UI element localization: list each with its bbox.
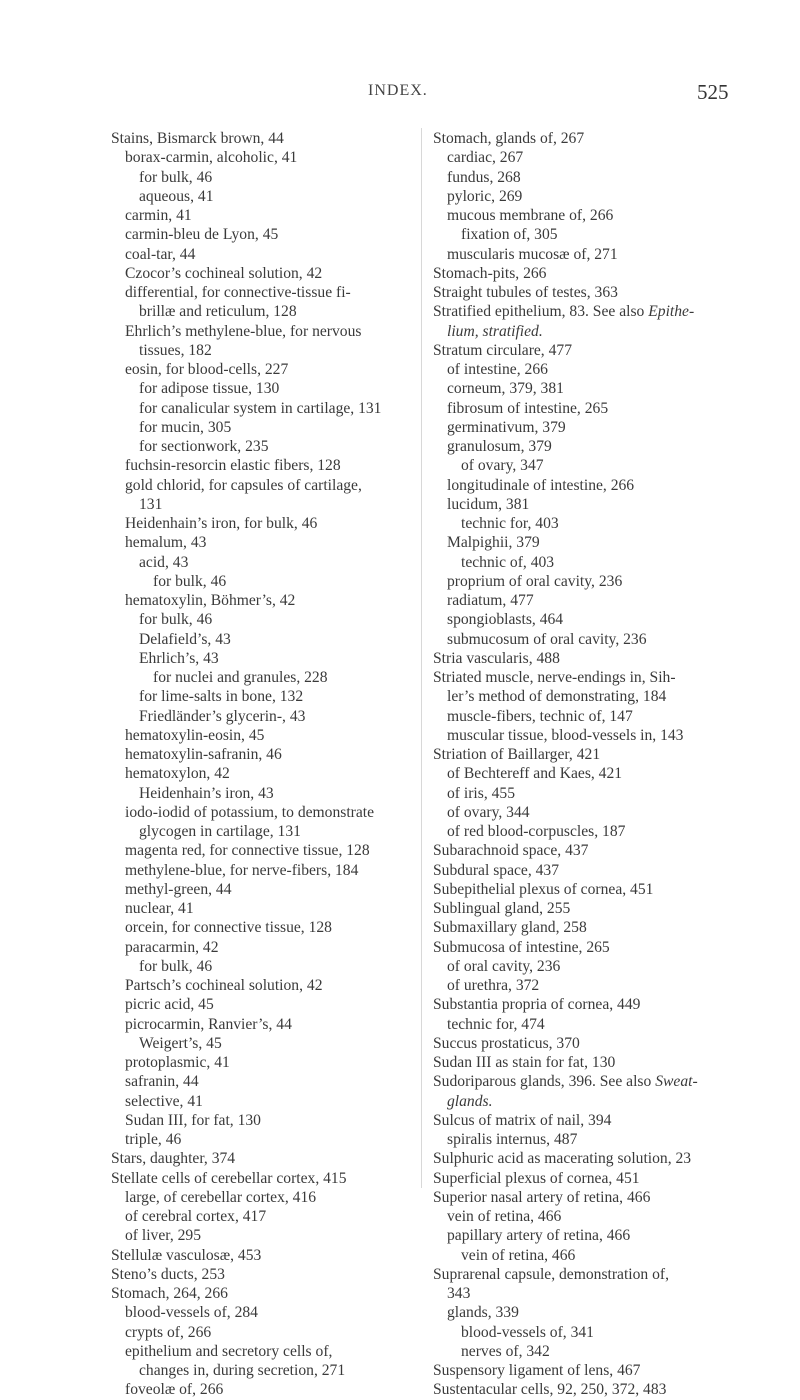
index-entry-text: technic of, 403	[461, 553, 555, 571]
index-entry-text: Subarachnoid space, 437	[433, 842, 589, 860]
index-entry-text: for bulk, 46	[139, 957, 213, 975]
index-entry	[433, 168, 763, 187]
index-entry	[433, 476, 763, 495]
index-entry	[111, 1188, 416, 1207]
index-entry-text: of red blood-corpuscles, 187	[447, 823, 626, 840]
index-entry-text: Stratified epithelium, 83. See also	[433, 303, 649, 321]
index-entry	[111, 1149, 416, 1168]
index-entry	[111, 476, 416, 495]
index-entry-text: cardiac, 267	[447, 149, 524, 167]
index-entry-text: fundus, 268	[447, 168, 521, 186]
index-entry-text: for nuclei and granules, 228	[153, 669, 328, 686]
index-entry-text: Sulphuric acid as macerating solution, 23	[433, 1150, 692, 1168]
index-entry-text: Stomach, 264, 266	[111, 1285, 228, 1302]
index-entry	[111, 245, 416, 264]
index-entry	[111, 456, 416, 475]
index-entry	[433, 1323, 763, 1342]
index-entry	[433, 1342, 763, 1361]
index-entry	[433, 918, 763, 937]
index-entry	[111, 899, 416, 918]
index-entry	[111, 784, 416, 803]
index-column-left	[111, 129, 416, 1400]
index-entry	[433, 784, 763, 803]
index-entry	[433, 1361, 763, 1380]
index-entry	[433, 1015, 763, 1034]
index-entry-text: Czocor’s cochineal solution, 42	[125, 264, 323, 282]
index-entry-text: Stars, daughter, 374	[111, 1150, 236, 1168]
index-entry	[111, 668, 416, 687]
index-entry	[433, 341, 763, 360]
index-entry	[433, 668, 763, 687]
index-entry-text: orcein, for connective tissue, 128	[125, 919, 332, 937]
index-entry	[433, 630, 763, 649]
index-entry	[111, 341, 416, 360]
index-entry	[111, 399, 416, 418]
index-entry	[433, 1034, 763, 1053]
index-entry-text: Ehrlich’s, 43	[139, 649, 219, 667]
index-entry	[111, 1380, 416, 1399]
index-entry-text: triple, 46	[125, 1131, 182, 1148]
index-entry	[111, 553, 416, 572]
index-entry	[111, 957, 416, 976]
index-entry	[433, 148, 763, 167]
index-entry	[111, 707, 416, 726]
index-cross-reference: Epithe-	[648, 303, 695, 321]
index-entry-text: Stria vascularis, 488	[433, 649, 560, 667]
index-entry-text: safranin, 44	[125, 1073, 199, 1091]
index-entry-text: Sudoriparous glands, 396. See also	[433, 1073, 656, 1091]
page-header	[0, 82, 800, 106]
index-entry-text: of Bechtereff and Kaes, 421	[447, 765, 623, 783]
index-entry	[433, 1265, 763, 1284]
index-entry-text: Partsch’s cochineal solution, 42	[125, 977, 323, 994]
index-entry	[111, 803, 416, 822]
index-entry-text: fuchsin-resorcin elastic fibers, 128	[125, 457, 341, 475]
index-cross-reference: Sweat-	[655, 1073, 698, 1091]
index-entry-text: methyl-green, 44	[125, 880, 232, 898]
index-entry-text: of oral cavity, 236	[447, 957, 561, 975]
index-entry-text: Sustentacular cells, 92, 250, 372, 483	[433, 1381, 667, 1399]
index-entry-text: iodo-iodid of potassium, to demonstrate	[125, 803, 375, 821]
index-entry-text: Striated muscle, nerve-endings in, Sih-	[433, 669, 676, 686]
index-entry	[111, 649, 416, 668]
index-entry	[111, 168, 416, 187]
index-entry-text: pyloric, 269	[447, 187, 523, 205]
index-entry-text: of urethra, 372	[447, 977, 540, 994]
index-entry	[111, 610, 416, 629]
index-entry-text: Subdural space, 437	[433, 861, 560, 879]
index-entry-text: 343	[447, 1285, 471, 1302]
index-entry-text: paracarmin, 42	[125, 938, 219, 956]
index-entry-text: Steno’s ducts, 253	[111, 1265, 225, 1283]
index-entry	[433, 880, 763, 899]
index-entry	[111, 687, 416, 706]
index-entry	[111, 302, 416, 321]
index-entry	[433, 899, 763, 918]
index-entry	[433, 1130, 763, 1149]
index-entry	[433, 302, 763, 321]
index-entry	[433, 1207, 763, 1226]
index-entry-text: Submucosa of intestine, 265	[433, 938, 610, 956]
index-entry-text: Striation of Baillarger, 421	[433, 746, 601, 763]
index-entry	[433, 264, 763, 283]
index-entry-text: hematoxylin, Böhmer’s, 42	[125, 592, 296, 609]
index-entry	[111, 206, 416, 225]
index-entry-text: for sectionwork, 235	[139, 438, 269, 455]
index-cross-reference: lium, stratified.	[447, 322, 543, 340]
index-entry	[433, 187, 763, 206]
index-entry	[111, 1226, 416, 1245]
index-entry	[111, 379, 416, 398]
index-entry	[433, 553, 763, 572]
index-entry	[111, 1015, 416, 1034]
index-entry-text: submucosum of oral cavity, 236	[447, 630, 647, 648]
index-entry-text: magenta red, for connective tissue, 128	[125, 842, 370, 860]
index-entry	[433, 533, 763, 552]
index-entry-text: Suspensory ligament of lens, 467	[433, 1362, 641, 1379]
index-entry	[433, 687, 763, 706]
index-entry	[433, 1380, 763, 1399]
index-entry-text: brillæ and reticulum, 128	[139, 303, 297, 321]
index-entry-text: for lime-salts in bone, 132	[139, 688, 304, 706]
index-entry-text: glands, 339	[447, 1304, 519, 1322]
index-entry	[433, 437, 763, 456]
index-entry-text: Subepithelial plexus of cornea, 451	[433, 880, 654, 898]
index-entry-text: Stellulæ vasculosæ, 453	[111, 1246, 262, 1264]
index-entry	[433, 456, 763, 475]
index-entry	[111, 1323, 416, 1342]
index-entry-text: Succus prostaticus, 370	[433, 1034, 580, 1052]
index-entry-text: of cerebral cortex, 417	[125, 1208, 267, 1225]
index-entry	[111, 1342, 416, 1361]
index-entry-text: coal-tar, 44	[125, 245, 196, 263]
index-entry-text: Stomach-pits, 266	[433, 264, 547, 282]
index-entry	[111, 1092, 416, 1111]
index-entry	[111, 1284, 416, 1303]
index-entry	[433, 1149, 763, 1168]
index-entry-text: 131	[139, 495, 163, 513]
index-entry-text: acid, 43	[139, 553, 189, 571]
index-entry-text: hematoxylon, 42	[125, 765, 230, 783]
index-entry	[111, 938, 416, 957]
index-entry-text: muscle-fibers, technic of, 147	[447, 707, 633, 725]
index-entry	[433, 841, 763, 860]
index-entry	[111, 822, 416, 841]
index-cross-reference: glands.	[447, 1092, 493, 1110]
index-entry	[433, 764, 763, 783]
index-entry	[111, 533, 416, 552]
index-entry	[433, 1226, 763, 1245]
index-entry	[433, 1303, 763, 1322]
index-entry-text: of liver, 295	[125, 1227, 202, 1245]
index-entry-text: muscular tissue, blood-vessels in, 143	[447, 726, 684, 744]
page-number: 525	[697, 80, 729, 104]
index-entry	[433, 976, 763, 995]
index-entry-text: for mucin, 305	[139, 418, 232, 436]
index-entry-text: for bulk, 46	[153, 572, 227, 590]
index-entry-text: longitudinale of intestine, 266	[447, 476, 635, 494]
index-entry	[111, 1361, 416, 1380]
index-entry-text: blood-vessels of, 284	[125, 1304, 258, 1322]
index-entry-text: Substantia propria of cornea, 449	[433, 996, 641, 1014]
index-entry-text: Stellate cells of cerebellar cortex, 415	[111, 1169, 347, 1187]
index-entry	[111, 360, 416, 379]
index-entry-text: changes in, during secretion, 271	[139, 1362, 346, 1379]
index-entry-text: nerves of, 342	[461, 1342, 550, 1360]
index-entry-text: glycogen in cartilage, 131	[139, 823, 301, 840]
index-entry	[111, 591, 416, 610]
index-entry-text: borax-carmin, alcoholic, 41	[125, 149, 298, 167]
index-entry	[433, 322, 763, 341]
index-entry-text: Stains, Bismarck brown, 44	[111, 130, 284, 147]
index-entry-text: of ovary, 344	[447, 803, 530, 821]
index-entry	[433, 1169, 763, 1188]
index-entry	[111, 1034, 416, 1053]
index-entry	[433, 245, 763, 264]
index-entry-text: Heidenhain’s iron, 43	[139, 784, 274, 802]
index-entry-text: Straight tubules of testes, 363	[433, 284, 618, 301]
index-entry-text: for canalicular system in cartilage, 131	[139, 399, 382, 417]
index-entry	[433, 225, 763, 244]
index-entry	[111, 264, 416, 283]
index-entry	[433, 861, 763, 880]
index-entry	[111, 1303, 416, 1322]
index-entry-text: hematoxylin-safranin, 46	[125, 746, 282, 763]
index-entry-text: nuclear, 41	[125, 900, 194, 917]
running-title: INDEX.	[368, 82, 428, 99]
index-entry-text: Heidenhain’s iron, for bulk, 46	[125, 515, 318, 532]
index-entry	[111, 764, 416, 783]
index-entry	[433, 1284, 763, 1303]
index-entry	[433, 1246, 763, 1265]
index-entry-text: muscularis mucosæ of, 271	[447, 245, 618, 263]
index-entry-text: papillary artery of retina, 466	[447, 1227, 631, 1245]
index-entry	[433, 649, 763, 668]
index-entry	[433, 957, 763, 976]
index-entry-text: hematoxylin-eosin, 45	[125, 726, 265, 744]
index-entry-text: large, of cerebellar cortex, 416	[125, 1188, 317, 1206]
index-entry-text: foveolæ of, 266	[125, 1381, 224, 1399]
index-entry-text: corneum, 379, 381	[447, 380, 564, 398]
index-entry-text: spiralis internus, 487	[447, 1131, 578, 1148]
index-entry	[111, 322, 416, 341]
index-entry	[433, 745, 763, 764]
index-entry	[433, 707, 763, 726]
index-entry	[111, 1130, 416, 1149]
index-entry-text: gold chlorid, for capsules of cartilage,	[125, 476, 362, 494]
index-entry-text: Superior nasal artery of retina, 466	[433, 1188, 651, 1206]
index-entry	[433, 938, 763, 957]
index-entry-text: lucidum, 381	[447, 495, 530, 513]
index-entry-text: Ehrlich’s methylene-blue, for nervous	[125, 322, 362, 340]
index-entry-text: fibrosum of intestine, 265	[447, 399, 609, 417]
index-entry-text: Stomach, glands of, 267	[433, 130, 585, 147]
index-entry-text: Sublingual gland, 255	[433, 900, 571, 917]
index-entry	[433, 803, 763, 822]
index-entry-text: eosin, for blood-cells, 227	[125, 361, 289, 378]
index-entry	[433, 360, 763, 379]
index-entry	[111, 861, 416, 880]
index-entry-text: for bulk, 46	[139, 611, 213, 629]
index-entry-text: Delafield’s, 43	[139, 630, 231, 648]
index-entry	[433, 1072, 763, 1091]
index-entry	[111, 514, 416, 533]
index-entry	[433, 514, 763, 533]
index-entry-text: mucous membrane of, 266	[447, 207, 614, 224]
index-entry	[111, 495, 416, 514]
index-entry-text: Submaxillary gland, 258	[433, 919, 587, 937]
index-entry	[111, 1053, 416, 1072]
index-entry	[433, 726, 763, 745]
index-entry	[111, 1169, 416, 1188]
index-entry-text: picrocarmin, Ranvier’s, 44	[125, 1015, 292, 1033]
index-entry	[433, 610, 763, 629]
index-entry-text: granulosum, 379	[447, 438, 552, 455]
index-entry	[111, 283, 416, 302]
index-entry	[111, 1072, 416, 1091]
index-entry	[111, 976, 416, 995]
index-entry-text: protoplasmic, 41	[125, 1054, 230, 1071]
index-entry-text: technic for, 474	[447, 1015, 545, 1033]
index-entry-text: of iris, 455	[447, 784, 516, 802]
index-entry	[111, 1111, 416, 1130]
index-entry-text: Sudan III as stain for fat, 130	[433, 1054, 616, 1071]
index-entry	[433, 1092, 763, 1111]
index-entry-text: selective, 41	[125, 1092, 203, 1110]
index-entry	[433, 822, 763, 841]
index-entry-text: differential, for connective-tissue fi-	[125, 284, 351, 301]
index-entry	[433, 283, 763, 302]
index-entry-text: vein of retina, 466	[461, 1246, 576, 1264]
index-entry	[433, 495, 763, 514]
index-entry-text: tissues, 182	[139, 341, 212, 359]
index-entry	[111, 745, 416, 764]
index-entry-text: of ovary, 347	[461, 457, 544, 475]
index-entry	[111, 437, 416, 456]
index-entry	[111, 630, 416, 649]
index-entry	[433, 379, 763, 398]
index-entry	[433, 129, 763, 148]
index-entry-text: blood-vessels of, 341	[461, 1323, 594, 1341]
index-entry	[111, 1207, 416, 1226]
index-entry-text: aqueous, 41	[139, 187, 214, 205]
index-entry-text: vein of retina, 466	[447, 1208, 562, 1225]
index-entry	[111, 1246, 416, 1265]
index-entry-text: Superficial plexus of cornea, 451	[433, 1169, 640, 1187]
index-entry	[433, 591, 763, 610]
index-entry-text: carmin, 41	[125, 207, 192, 224]
index-entry-text: technic for, 403	[461, 515, 559, 532]
index-entry	[111, 726, 416, 745]
index-entry	[111, 187, 416, 206]
index-entry	[111, 880, 416, 899]
index-entry-text: of intestine, 266	[447, 361, 548, 378]
index-entry-text: crypts of, 266	[125, 1323, 212, 1341]
index-entry-text: Friedländer’s glycerin-, 43	[139, 707, 306, 725]
index-entry-text: for bulk, 46	[139, 168, 213, 186]
index-column-right	[433, 129, 763, 1400]
index-entry-text: radiatum, 477	[447, 592, 534, 609]
index-entry-text: for adipose tissue, 130	[139, 380, 280, 398]
index-entry-text: methylene-blue, for nerve-fibers, 184	[125, 861, 359, 879]
index-entry-text: Malpighii, 379	[447, 534, 540, 552]
index-entry	[111, 918, 416, 937]
index-entry	[111, 841, 416, 860]
index-entry	[111, 148, 416, 167]
index-entry	[433, 995, 763, 1014]
index-entry-text: carmin-bleu de Lyon, 45	[125, 226, 279, 244]
index-entry	[433, 1053, 763, 1072]
index-entry	[433, 572, 763, 591]
index-entry-text: ler’s method of demonstrating, 184	[447, 688, 667, 706]
index-entry-text: Sudan III, for fat, 130	[125, 1111, 261, 1129]
index-entry-text: Sulcus of matrix of nail, 394	[433, 1111, 612, 1129]
index-entry-text: hemalum, 43	[125, 534, 207, 552]
column-divider	[421, 128, 422, 1188]
index-entry	[433, 418, 763, 437]
index-entry-text: germinativum, 379	[447, 418, 566, 436]
index-entry	[433, 1111, 763, 1130]
index-entry	[111, 129, 416, 148]
index-entry-text: Suprarenal capsule, demonstration of,	[433, 1265, 670, 1283]
index-entry	[111, 572, 416, 591]
index-entry-text: Stratum circulare, 477	[433, 341, 572, 359]
index-entry	[111, 418, 416, 437]
index-entry-text: picric acid, 45	[125, 996, 214, 1014]
index-entry	[111, 995, 416, 1014]
index-entry-text: fixation of, 305	[461, 226, 558, 244]
index-entry	[433, 1188, 763, 1207]
index-entry-text: Weigert’s, 45	[139, 1034, 222, 1052]
index-entry	[111, 225, 416, 244]
index-entry	[111, 1265, 416, 1284]
index-entry	[433, 399, 763, 418]
index-entry	[433, 206, 763, 225]
index-entry-text: spongioblasts, 464	[447, 611, 564, 629]
index-entry-text: proprium of oral cavity, 236	[447, 572, 623, 590]
index-entry-text: epithelium and secretory cells of,	[125, 1342, 333, 1360]
